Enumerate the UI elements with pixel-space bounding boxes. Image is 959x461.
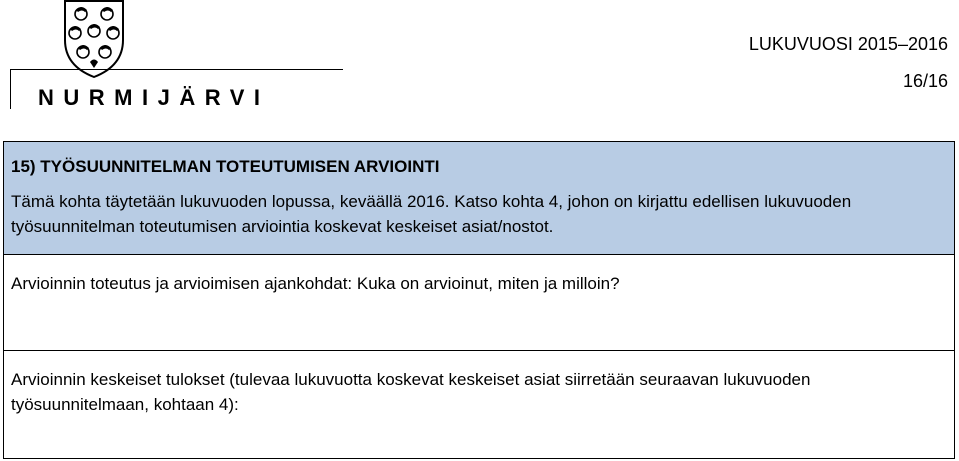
section-header-cell	[4, 142, 954, 254]
assessment-label: Arvioinnin toteutus ja arvioimisen ajankohdat: Kuka on arvioinut, miten ja milloin?	[11, 274, 620, 293]
page-number: 16/16	[902, 71, 948, 91]
section-instructions: Tämä kohta täytetään lukuvuoden lopussa, keväällä 2016. Katso kohta 4, johon on kirjattu edellisen lukuvuoden työsuunnitelman toteutumisen arviointia koskevat keskeiset asiat/nostot.	[11, 192, 852, 236]
municipality-logo	[0, 0, 345, 112]
logo-rule-horizontal	[10, 69, 343, 70]
evaluation-table	[3, 141, 955, 459]
section-title: 15) TYÖSUUNNITELMAN TOTEUTUMISEN ARVIOINTI	[11, 157, 440, 176]
assessment-field[interactable]	[4, 254, 954, 350]
coat-of-arms-icon	[63, 0, 125, 78]
logo-wordmark: NURMIJÄRVI	[38, 85, 270, 110]
results-label: Arvioinnin keskeiset tulokset (tulevaa lukuvuotta koskevat keskeiset asiat siirretään seuraavan lukuvuoden työsuunnitelmaan, kohtaan 4):	[11, 370, 811, 414]
results-field[interactable]	[4, 350, 954, 458]
logo-rule-vertical	[10, 69, 11, 109]
school-year: LUKUVUOSI 2015–2016	[748, 34, 948, 54]
